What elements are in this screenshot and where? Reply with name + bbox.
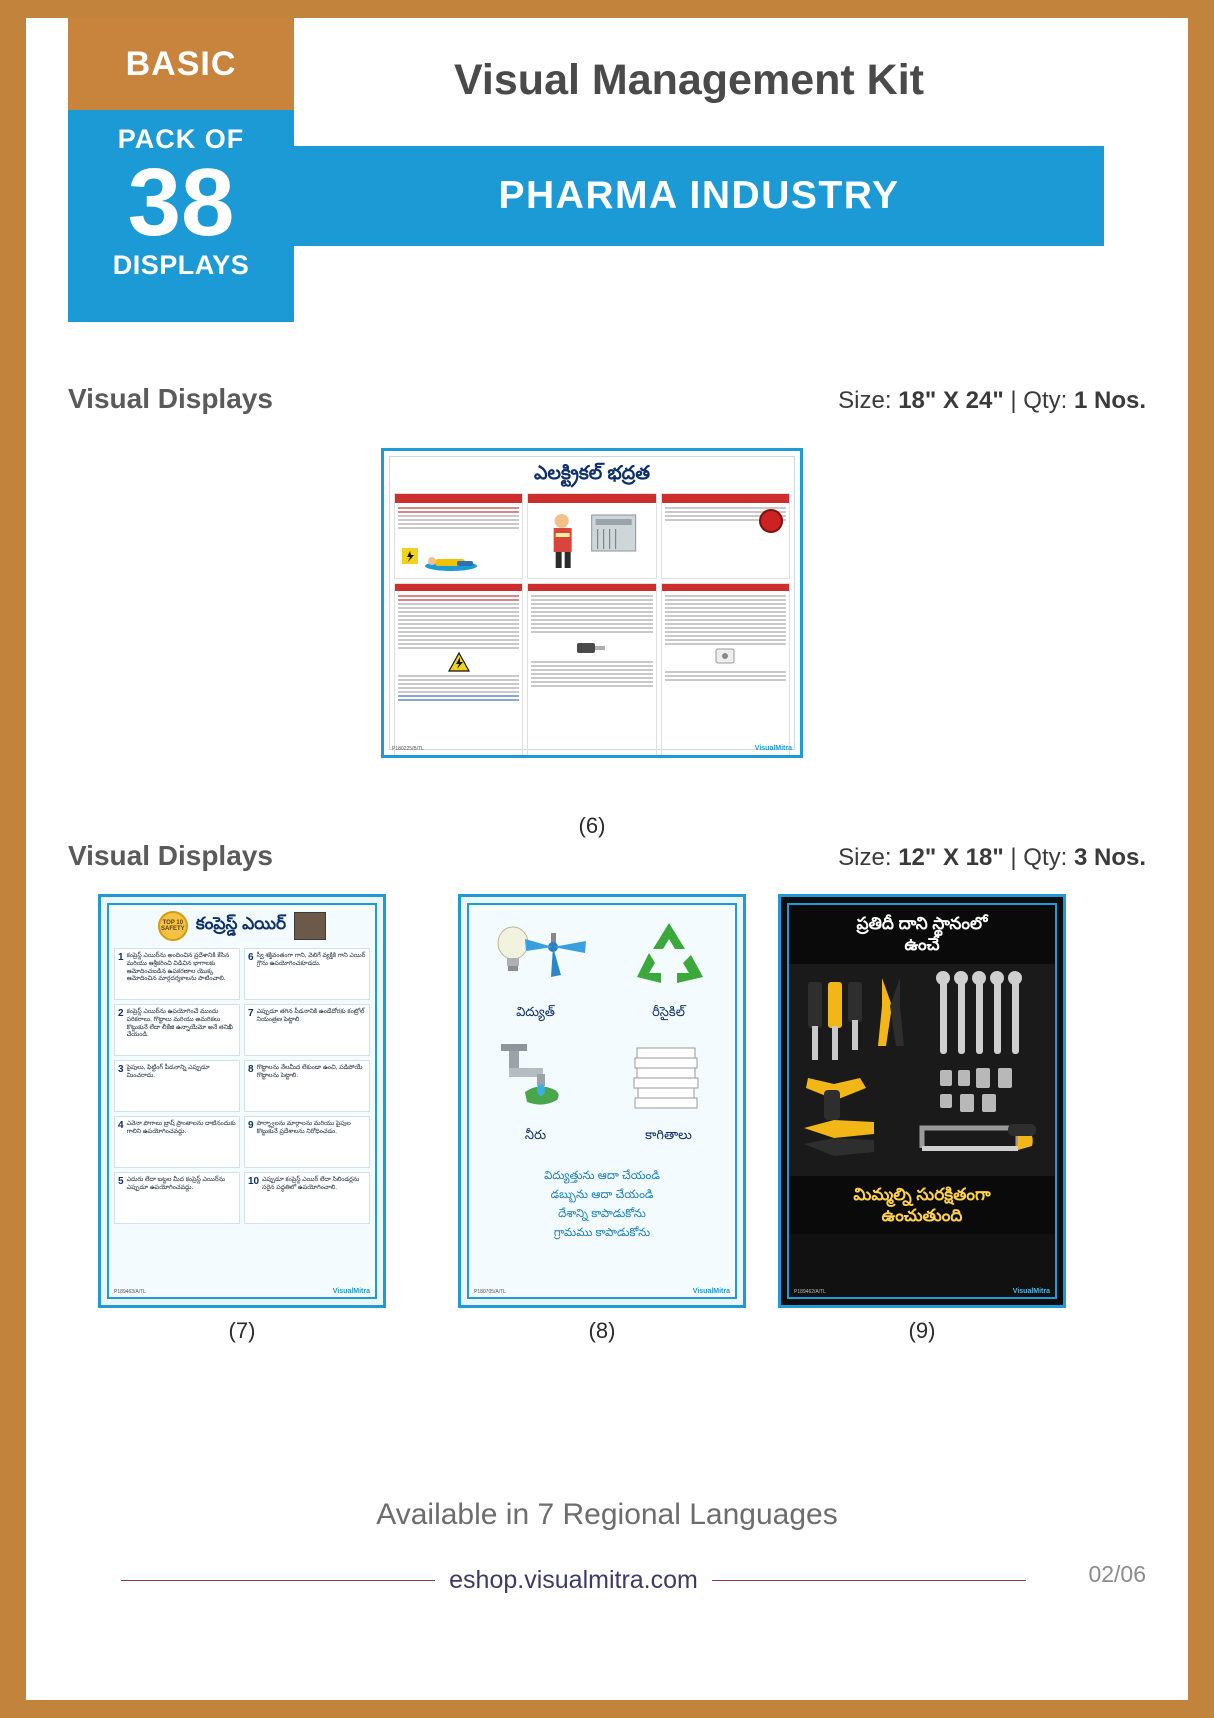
poster-6-col1-head-bar (395, 494, 522, 503)
item-number: 3 (118, 1064, 124, 1075)
poster-6-b3 (661, 583, 790, 758)
available-languages-note: Available in 7 Regional Languages (376, 1498, 838, 1531)
item-text: స్వీ శక్తివంతంగా గాని, వెలిగే వ్యక్తికి గాని ఎయిర్ గ్రౌను ఉపయోగించకూడదు. (256, 952, 366, 967)
item-number: 7 (248, 1008, 254, 1019)
tap-and-hand-icon (481, 1038, 591, 1118)
item-text: కంప్రెస్డ్ ఎయిర్‌ను ఉపయోగించే ముందు పరికరాలు, గొట్టాలు మరియు అమరికలు కొట్టుకునే లేదా లీకేజి ఉన్నాయేమో అనే తనిఖీ చేయండి. (126, 1008, 233, 1039)
item-text: ఎవెనా పొగాలు బ్రాష్ ప్రాంతాలను దాటినందుకు గాలిని ఉపయోగించవద్దు. (126, 1120, 236, 1135)
item-number: 8 (248, 1064, 254, 1075)
item-number: 4 (118, 1120, 124, 1131)
list-item (114, 1116, 240, 1168)
poster-6-code: P180225/B/TL (392, 746, 424, 752)
size-value: 18" X 24" (898, 387, 1004, 414)
poster-6-top-row (394, 493, 790, 579)
qty-prefix-2: Qty: (1023, 844, 1068, 871)
poster-6-col1-text (395, 503, 522, 533)
poster-7-code: P189463/A/TL (114, 1289, 146, 1295)
poster-6-b1-head-bar (395, 584, 522, 591)
industry-banner (294, 146, 1104, 246)
item-text: ఎదురు లేదా బట్టల మీద కంప్రెస్డ్ ఎయిర్‌ను ఎప్పుడూ ఉపయోగించవద్దు. (126, 1176, 226, 1191)
list-item (244, 1060, 370, 1112)
poster-8-slogans (469, 1160, 735, 1242)
list-item (114, 948, 240, 1000)
section-1-specs (838, 387, 1146, 415)
poster-8-paper (602, 1038, 735, 1161)
list-item (244, 1004, 370, 1056)
poster-7-header (109, 905, 375, 945)
plug-tool-illustration (575, 635, 609, 659)
poster-9-top-line-1: ప్రతిదీ దాని స్థానంలో (856, 914, 988, 933)
poster-8[interactable] (458, 894, 746, 1308)
poster-6-title: ఎలక్ట్రికల్ భద్రత (534, 463, 650, 484)
pack-count: 38 (127, 149, 235, 256)
poster-6-col-3 (661, 493, 790, 579)
item-number: 5 (118, 1176, 124, 1187)
slogan-2: డబ్బును ఆదా చేయండి (550, 1189, 654, 1201)
poster-6-b2-head-bar (528, 584, 655, 591)
poster-6-inner (389, 456, 795, 750)
section-header-2 (68, 840, 1146, 872)
poster-9-bottom-band (789, 1176, 1055, 1235)
poster-6-b1-text (395, 591, 522, 705)
poster-7-items (109, 945, 375, 1227)
poster-6-b2-text (528, 591, 655, 691)
poster-7-inner (107, 903, 377, 1299)
tool-shadow-board-illustration (789, 964, 1055, 1176)
poster-6-col3-head-bar (662, 494, 789, 503)
poster-9-brand: VisualMitra (1012, 1288, 1050, 1295)
item-text: గొట్టాలను నేలమీద లేకుండా ఉంచి, పడిపోయే గొట్టాలను పెట్టాలి. (256, 1064, 363, 1079)
brochure-page (26, 18, 1188, 1700)
poster-6-brand: VisualMitra (754, 745, 792, 752)
spec-separator: | (1010, 387, 1017, 414)
poster-9-top-line-2: ఉంచే (904, 935, 940, 955)
item-number: 1 (118, 952, 124, 963)
basic-badge-label: BASIC (125, 44, 237, 83)
warning-triangle-icon (448, 651, 470, 673)
emergency-stop-icon (758, 508, 784, 534)
poster-7-photo (294, 912, 326, 940)
list-item (244, 948, 370, 1000)
slogan-3: దేశాన్ని కాపాడుకోను (558, 1208, 646, 1220)
poster-6-col-2 (527, 493, 656, 579)
poster-8-quadrants (469, 905, 735, 1160)
label-electricity: విద్యుత్ (516, 1004, 555, 1019)
shock-victim-illustration (399, 542, 483, 576)
slogan-4: గ్రామము కాపాడుకోను (553, 1227, 651, 1239)
slogan-1: విద్యుత్తును ఆదా చేయండి (544, 1170, 660, 1182)
item-text: పైపులు, ఫిట్టింగ్ పీడనాన్ని ఎప్పుడూ మించరాదు. (126, 1064, 210, 1079)
bulb-and-fan-icon (481, 915, 591, 995)
poster-7-brand: VisualMitra (332, 1288, 370, 1295)
poster-7[interactable] (98, 894, 386, 1308)
page-number: 02/06 (1088, 1561, 1146, 1587)
label-paper: కాగితాలు (645, 1126, 692, 1142)
qty-value-2: 3 Nos. (1073, 844, 1146, 871)
item-text: ఎప్పుడూ తగిన పీడనానికి ఉండేదోరకు కంట్రోల్ నియంత్రణ పెట్టాలి. (256, 1008, 365, 1023)
poster-7-title: కంప్రెస్డ్ ఎయిర్ (195, 914, 287, 933)
poster-9-caption: (9) (908, 1318, 936, 1343)
spec-separator-2: | (1010, 844, 1017, 871)
recycle-icon (619, 915, 719, 995)
section-1-title: Visual Displays (68, 383, 273, 414)
page-title: Visual Management Kit (454, 56, 924, 104)
footer-rule-right (712, 1580, 1026, 1581)
section-2-title: Visual Displays (68, 840, 273, 871)
item-text: పార్శ్వాలను మార్గాలను మరియు పైపుల కొట్టుకునే ప్రదేశాలను నిరోధించడం. (256, 1120, 351, 1135)
shop-url[interactable]: eshop.visualmitra.com (449, 1566, 698, 1594)
list-item (114, 1004, 240, 1056)
poster-6-b1 (394, 583, 523, 758)
basic-badge (68, 18, 294, 110)
poster-8-inner (467, 903, 737, 1299)
size-prefix-2: Size: (838, 844, 892, 871)
top-10-safety-medal-icon: TOP 10 SAFETY (158, 911, 188, 941)
poster-6-bottom-row (394, 583, 790, 758)
poster-6-col2-head-bar (528, 494, 655, 503)
poster-8-recycle (602, 915, 735, 1038)
section-header-1 (68, 383, 1146, 415)
poster-6[interactable] (381, 448, 803, 758)
item-number: 10 (248, 1176, 260, 1187)
poster-9-inner (787, 903, 1057, 1299)
item-number: 6 (248, 952, 254, 963)
poster-8-water (469, 1038, 602, 1161)
size-prefix: Size: (838, 387, 892, 414)
displays-label: DISPLAYS (112, 250, 250, 281)
hand-switch-illustration (710, 647, 740, 669)
pack-of-label: PACK OF (117, 124, 245, 154)
section-2-specs (838, 844, 1146, 872)
footer-url-row (121, 1566, 1026, 1595)
poster-6-b2 (527, 583, 656, 758)
list-item (244, 1172, 370, 1224)
electrician-panel-illustration (528, 503, 655, 575)
pack-badge (68, 110, 294, 322)
poster-6-b3-head-bar (662, 584, 789, 591)
list-item (244, 1116, 370, 1168)
poster-9-bottom-line-1: మిమ్మల్ని సురక్షితంగా (853, 1184, 991, 1204)
poster-9[interactable] (778, 894, 1066, 1308)
item-text: కంప్రెస్డ్ ఎయిర్‌ను అందించిన ప్రదేశానికి కేసిన మరియు ఆశ్రీకరించి విడిచిన భాగాలకు ఆమోదించబడిన ఉపకరణాల యొక్క ఆమోదించిన మార్గదర్శకాలను పాటించాలి. (126, 952, 230, 983)
item-text: ఎప్పుడూ కంప్రెస్డ్ ఎయిర్ లేదా సిలిండర్లను సరైన పద్ధతిలో ఉపయోగించాలి. (262, 1176, 360, 1191)
poster-8-electricity (469, 915, 602, 1038)
poster-9-code: P189462/A/TL (794, 1289, 826, 1295)
item-number: 9 (248, 1120, 254, 1131)
poster-9-tools-photo (789, 964, 1055, 1176)
poster-7-caption: (7) (228, 1318, 256, 1343)
paper-stack-icon (619, 1038, 719, 1118)
item-number: 2 (118, 1008, 124, 1019)
poster-8-brand: VisualMitra (692, 1288, 730, 1295)
qty-prefix: Qty: (1023, 387, 1068, 414)
poster-8-caption: (8) (588, 1318, 616, 1343)
poster-6-col-1 (394, 493, 523, 579)
list-item (114, 1172, 240, 1224)
label-recycle: రీసైకిల్ (652, 1004, 685, 1019)
poster-6-b3-text (662, 591, 789, 685)
poster-6-caption: (6) (578, 813, 606, 838)
poster-9-bottom-line-2: ఉంచుతుంది (881, 1205, 963, 1225)
size-value-2: 12" X 18" (898, 844, 1004, 871)
list-item (114, 1060, 240, 1112)
footer-rule-left (121, 1580, 435, 1581)
poster-9-top-band (789, 905, 1055, 964)
industry-label: PHARMA INDUSTRY (498, 174, 900, 217)
label-water: నీరు (524, 1126, 547, 1142)
poster-8-code: P180705/A/TL (474, 1289, 506, 1295)
qty-value: 1 Nos. (1073, 387, 1146, 414)
